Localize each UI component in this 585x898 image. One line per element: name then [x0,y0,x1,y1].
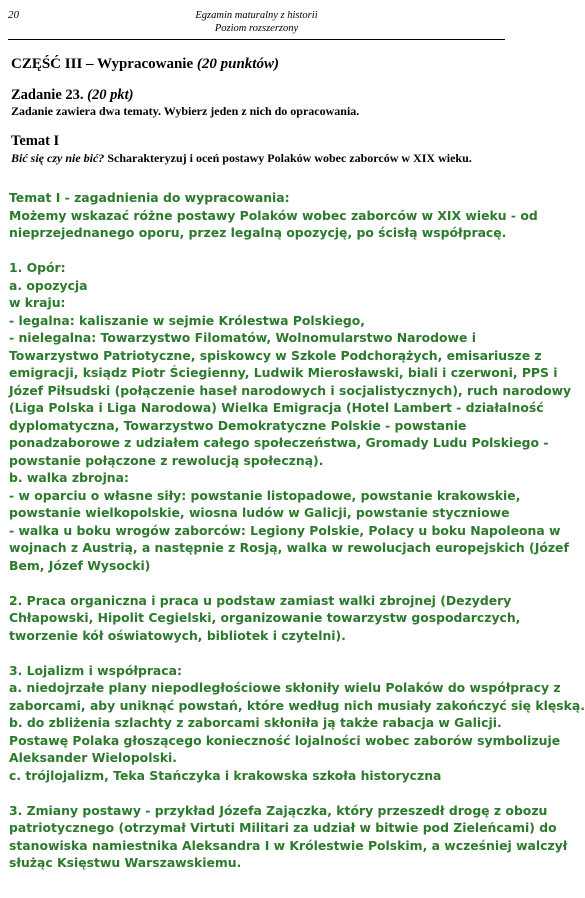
answer-text [9,189,585,872]
answer-line: c. trójlojalizm, Teka Stańczyka i krakowska szkoła historyczna [9,767,442,783]
answer-line [9,574,509,592]
answer-line [9,784,509,802]
answer-line: powstanie połączone z rewolucją społeczną). [9,452,324,468]
answer-line: Aleksander Wielopolski. [9,750,178,765]
page-header [8,9,505,40]
page-number: 20 [8,9,19,21]
answer-line: - walka u boku wrogów zaborców: Legiony Polskie, Polacy u boku Napoleona w [9,522,561,538]
answer-line: 1. Opór: [9,260,66,275]
answer-line: tworzenie kół oświatowych, bibliotek i czytelni). [9,627,346,643]
task-label: Zadanie 23. [11,87,84,103]
answer-line: dyplomatyczna, Towarzystwo Demokratyczne Polskie - powstanie [9,417,467,433]
topic-question-italic: Bić się czy nie bić? [11,151,105,165]
answer-line: służąc Księstwu Warszawskiemu. [9,855,242,870]
exam-level: Poziom rozszerzony [214,23,299,34]
answer-line: powstanie wielkopolskie, wiosna ludów w Galicji, powstanie styczniowe [9,505,510,520]
answer-line: nieprzejednanego oporu, przez legalną opozycję, po ścisłą współpracę. [9,225,507,240]
answer-line: - w oparciu o własne siły: powstanie listopadowe, powstanie krakowskie, [9,487,521,503]
answer-line: stanowiska namiestnika Aleksandra I w Królestwie Polskim, a wcześniej walczył [9,837,568,853]
answer-line: b. walka zbrojna: [9,470,129,485]
answer-line: emigracji, ksiądz Piotr Ściegienny, Ludwik Mierosławski, biali i czerwoni, PPS i [9,365,558,380]
answer-line: 3. Lojalizm i współpraca: [9,662,182,678]
topic-question [11,151,503,166]
answer-line: Bem, Józef Wysocki) [9,557,151,573]
answer-line: Postawę Polaka głoszącego konieczność lojalności wobec zaborów symbolizuje [9,732,561,748]
answer-line: b. do zbliżenia szlachty z zaborcami skłoniła ją także rabacja w Galicji. [9,715,502,730]
part-points: (20 punktów) [196,56,279,72]
task-points: (20 pkt) [87,87,134,103]
answer-line: a. opozycja [9,277,88,293]
answer-line: zaborcami, aby uniknąć powstań, które według nich musiały zakończyć się klęską. [9,697,585,713]
part-label: CZĘŚĆ III – Wypracowanie [11,56,194,72]
answer-line: patriotycznego (otrzymał Virtuti Militari za udział w bitwie pod Zieleńcami) do [9,820,557,835]
exam-title: Egzamin maturalny z historii [195,10,318,21]
answer-line: wojnach z Austrią, a następnie z Rosją, walka w rewolucjach europejskich (Józef [9,540,569,555]
answer-line: - legalna: kaliszanie w sejmie Królestwa Polskiego, [9,312,366,328]
answer-line: Chłapowski, Hipolit Cegielski, organizowanie towarzystw gospodarczych, [9,610,521,625]
answer-line: Temat I - zagadnienia do wypracowania: [9,190,290,205]
answer-line: 3. Zmiany postawy - przykład Józefa Zajączka, który przeszedł drogę z obozu [9,802,548,818]
answer-line: Józef Piłsudski (połączenie haseł narodowych i socjalistycznych), ruch narodowy [9,382,572,398]
answer-line: - nielegalna: Towarzystwo Filomatów, Wolnomularstwo Narodowe i [9,330,476,345]
answer-line: Możemy wskazać różne postawy Polaków wobec zaborców w XIX wieku - od [9,207,538,223]
answer-line [9,644,509,662]
answer-line: ponadzaborowe z udziałem całego społeczeństwa, Gromady Ludu Polskiego - [9,435,549,450]
answer-line: (Liga Polska i Liga Narodowa) Wielka Emigracja (Hotel Lambert - działalność [9,400,544,415]
header-titles [8,9,505,35]
answer-line: w kraju: [9,295,66,310]
answer-line: a. niedojrzałe plany niepodległościowe skłoniły wielu Polaków do współpracy z [9,680,561,695]
task-description: Zadanie zawiera dwa tematy. Wybierz jeden z nich do opracowania. [11,104,360,118]
part-heading [11,56,279,73]
topic-title: Temat I [11,133,60,149]
answer-line: 2. Praca organiczna i praca u podstaw zamiast walki zbrojnej (Dezydery [9,592,512,608]
answer-line: Towarzystwo Patriotyczne, spiskowcy w Szkole Podchorążych, emisariusze z [9,347,542,363]
topic-question-text: Scharakteryzuj i oceń postawy Polaków wobec zaborców w XIX wieku. [107,151,472,165]
task-heading [11,87,133,104]
answer-line [9,242,509,260]
